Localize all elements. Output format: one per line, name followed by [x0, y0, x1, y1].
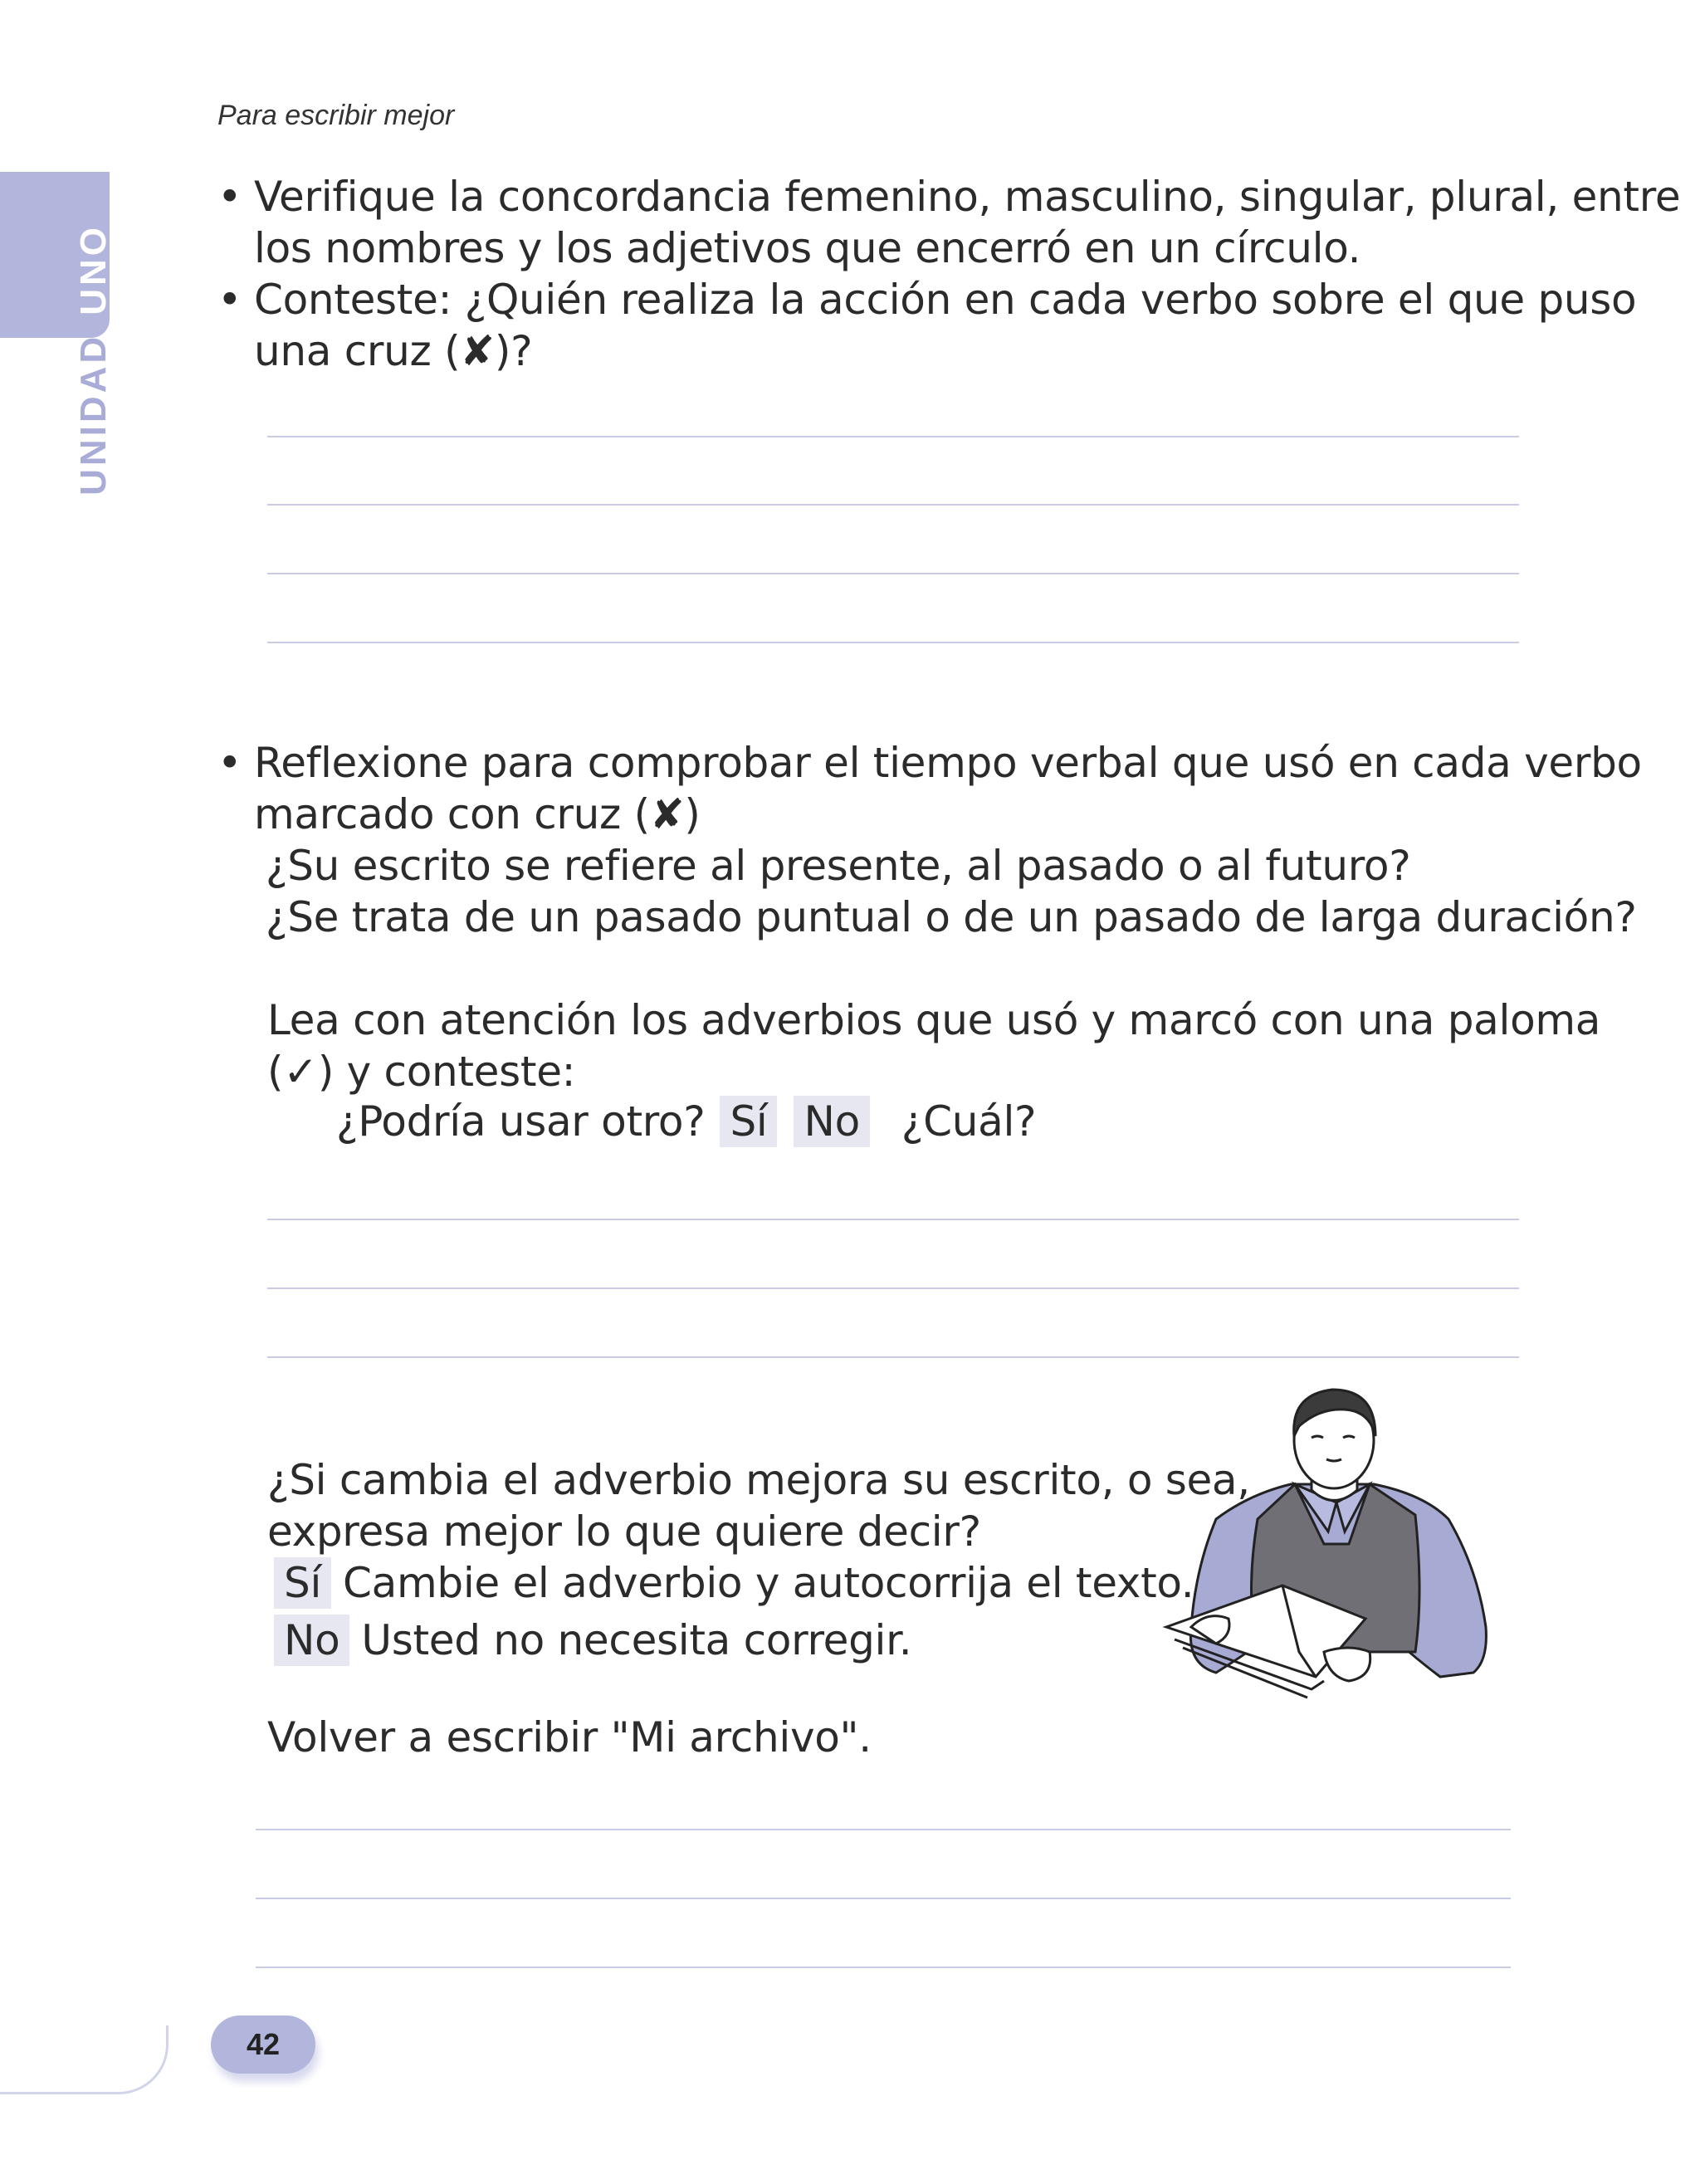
which-question: ¿Cuál? — [901, 1097, 1037, 1146]
cross-mark-icon: ✘ — [460, 327, 495, 375]
writing-line[interactable] — [267, 1219, 1519, 1220]
cross-mark-icon: ✘ — [649, 790, 685, 838]
writing-line[interactable] — [256, 1829, 1511, 1830]
question-past-type: ¿Se trata de un pasado puntual o de un pasado de larga duración? — [266, 893, 1637, 941]
writing-line[interactable] — [267, 1287, 1519, 1289]
bullet-verify-line1: Verifique la concordancia femenino, masculino, singular, plural, entre — [254, 173, 1681, 221]
yes-option-row — [274, 1557, 1194, 1609]
improve-question-line2: expresa mejor lo que quiere decir? — [267, 1507, 981, 1556]
writing-line[interactable] — [256, 1898, 1511, 1899]
improve-question-line1: ¿Si cambia el adverbio mejora su escrito, o sea, — [267, 1456, 1250, 1504]
question-tense: ¿Su escrito se refiere al presente, al pasado o al futuro? — [266, 842, 1411, 890]
adverb-instruction-line2: (✓) y conteste: — [267, 1048, 576, 1096]
writing-line[interactable] — [267, 436, 1519, 437]
bullet-dot: • — [217, 276, 242, 324]
no-option-text: Usted no necesita corregir. — [361, 1616, 912, 1664]
reading-person-illustration — [1158, 1378, 1507, 1743]
yes-option-text: Cambie el adverbio y autocorrija el texto. — [343, 1559, 1194, 1607]
page-number: 42 — [211, 2015, 315, 2074]
adverb-instruction-line1: Lea con atención los adverbios que usó y marcó con una paloma — [267, 996, 1601, 1044]
no-checkbox[interactable]: No — [794, 1096, 869, 1147]
no-option-row — [274, 1615, 911, 1666]
bullet-reflect-line2: marcado con cruz (✘) — [254, 790, 701, 838]
bullet-verify-line2: los nombres y los adjetivos que encerró en un círculo. — [254, 224, 1361, 272]
writing-line[interactable] — [256, 1967, 1511, 1968]
page-number-decoration — [0, 2025, 169, 2094]
check-mark-icon: ✓ — [283, 1048, 318, 1096]
writing-line[interactable] — [267, 504, 1519, 506]
writing-line[interactable] — [267, 573, 1519, 574]
no-checkbox[interactable]: No — [274, 1615, 349, 1666]
bullet-answer-line2: una cruz (✘)? — [254, 327, 533, 375]
unit-number-word: UNO — [73, 224, 114, 315]
yes-checkbox[interactable]: Sí — [274, 1557, 331, 1609]
other-adverb-row — [336, 1096, 1036, 1147]
bullet-dot: • — [217, 739, 242, 787]
writing-line[interactable] — [267, 1356, 1519, 1358]
bullet-dot: • — [217, 173, 242, 221]
bullet-answer-line1: Conteste: ¿Quién realiza la acción en cada verbo sobre el que puso — [254, 276, 1637, 324]
running-header: Para escribir mejor — [217, 100, 455, 131]
unit-side-label — [73, 224, 115, 496]
yes-checkbox[interactable]: Sí — [720, 1096, 777, 1147]
other-adverb-question: ¿Podría usar otro? — [336, 1097, 706, 1146]
bullet-reflect-line1: Reflexione para comprobar el tiempo verbal que usó en cada verbo — [254, 739, 1642, 787]
rewrite-instruction: Volver a escribir "Mi archivo". — [267, 1713, 872, 1761]
unit-word: UNIDAD — [73, 333, 114, 496]
writing-line[interactable] — [267, 642, 1519, 643]
